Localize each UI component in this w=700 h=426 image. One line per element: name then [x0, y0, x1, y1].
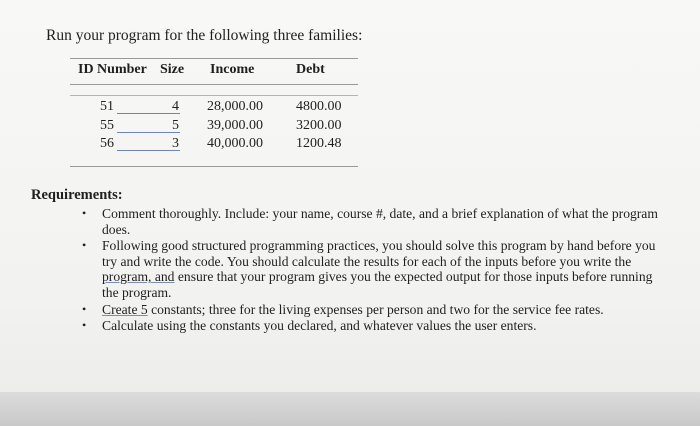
underlined-phrase: program, and — [102, 269, 175, 285]
cell-size: 3 — [172, 136, 179, 151]
cell-income: 28,000.00 — [207, 99, 263, 114]
requirement-text: Following good structured programming practices, you should solve this program by hand before you try and write the code. You should calculate the results for each of the inputs before you write the — [102, 238, 656, 269]
bullet-icon: • — [82, 238, 87, 253]
list-item — [78, 206, 658, 237]
requirement-text: Comment thoroughly. Include: your name, course #, date, and a brief explanation of what the program does. — [102, 206, 658, 237]
list-item — [78, 302, 658, 318]
requirements-heading: Requirements: — [31, 187, 123, 203]
bullet-icon: • — [82, 301, 87, 316]
cell-income: 40,000.00 — [207, 136, 263, 151]
requirement-text-cont: ensure that your program gives you the expected output for those inputs before running the program. — [102, 269, 653, 300]
page-bottom-band — [0, 392, 700, 426]
cell-id: 51 — [100, 99, 114, 114]
cell-id: 55 — [100, 118, 114, 133]
cell-debt: 3200.00 — [296, 118, 342, 133]
cell-debt: 4800.00 — [296, 99, 342, 114]
cell-id: 56 — [100, 136, 114, 151]
list-item — [78, 238, 658, 300]
intro-text: Run your program for the following three families: — [46, 27, 363, 44]
cell-debt: 1200.48 — [296, 136, 342, 151]
header-income: Income — [210, 62, 255, 77]
header-size: Size — [160, 62, 185, 77]
header-id-number: ID Number — [78, 62, 147, 77]
requirement-text: Calculate using the constants you declared, and whatever values the user enters. — [102, 318, 537, 334]
underlined-phrase: Create 5 — [102, 301, 148, 317]
table-top-rule — [70, 58, 358, 59]
requirements-list — [78, 206, 658, 335]
cell-size: 4 — [172, 99, 179, 114]
list-item — [78, 318, 658, 334]
body-top-rule — [70, 95, 358, 96]
header-debt: Debt — [296, 62, 325, 77]
cell-income: 39,000.00 — [207, 118, 263, 133]
requirement-text: constants; three for the living expenses per person and two for the service fee rates. — [147, 301, 604, 317]
bullet-icon: • — [82, 206, 87, 220]
bullet-icon: • — [82, 318, 87, 333]
cell-size: 5 — [172, 118, 179, 133]
table-bottom-rule — [70, 166, 358, 167]
header-bottom-rule — [70, 84, 358, 85]
